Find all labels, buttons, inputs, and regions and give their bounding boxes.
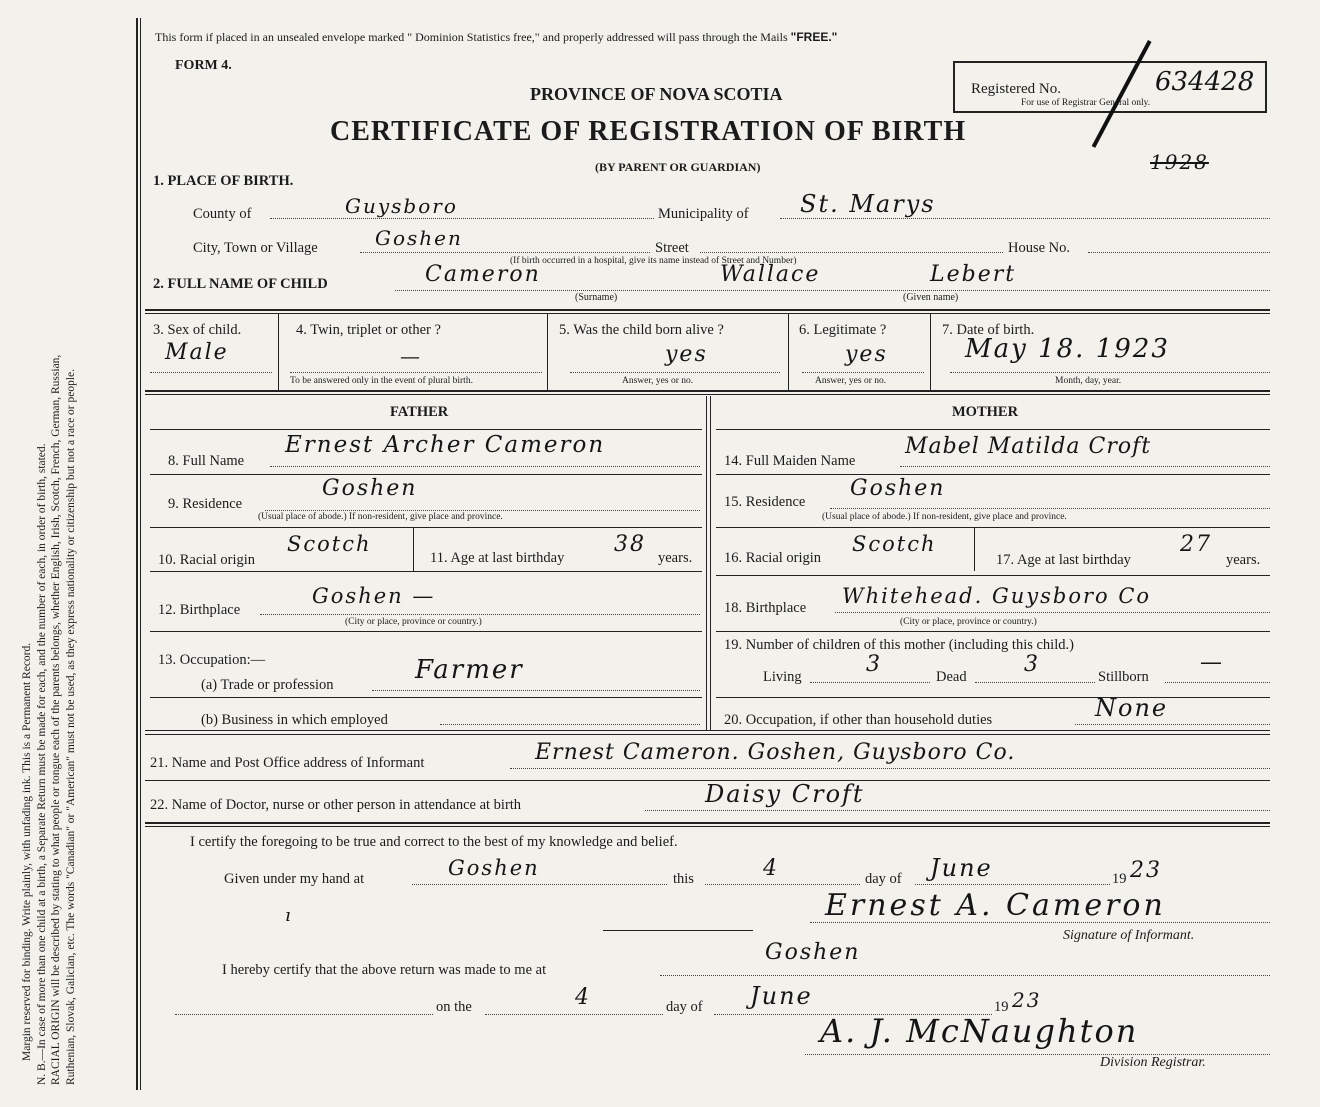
father-trade-value: Farmer (415, 655, 524, 685)
registrar-place: Goshen (765, 940, 861, 965)
margin-instructions (20, 25, 130, 1085)
father-age-label: 11. Age at last birthday (430, 550, 565, 566)
father-name-label: 8. Full Name (168, 453, 245, 469)
given-caption: (Given name) (903, 292, 959, 303)
stray-mark: ı (285, 905, 293, 926)
county-label: County of (193, 206, 252, 222)
given-day: 4 (763, 856, 779, 881)
doctor-value: Daisy Croft (705, 780, 865, 808)
father-heading: FATHER (390, 404, 449, 420)
certificate-subtitle: (BY PARENT OR GUARDIAN) (595, 160, 761, 174)
informant-signature: Ernest A. Cameron (825, 888, 1166, 923)
mother-heading: MOTHER (952, 404, 1019, 420)
child-name-label: 2. FULL NAME OF CHILD (153, 276, 328, 292)
registered-note: For use of Registrar General only. (1021, 98, 1151, 108)
certify-statement: I certify the foregoing to be true and correct to the best of my knowledge and belief. (190, 834, 678, 850)
father-years: years. (658, 550, 693, 566)
mother-residence-value: Goshen (850, 476, 946, 501)
certificate-title: CERTIFICATE OF REGISTRATION OF BIRTH (330, 116, 967, 147)
street-label: Street (655, 240, 689, 256)
twin-note: To be answered only in the event of plural birth. (290, 376, 473, 386)
living-label: Living (763, 669, 802, 685)
margin-line-3: RACIAL ORIGIN will be described by stating to what people or tongue each of the parents belongs, whether English, Irish, Scotch, French, German, Russian, (50, 354, 62, 1085)
on-the-label: on the (436, 999, 472, 1015)
surname-caption: (Surname) (575, 292, 618, 303)
father-birthplace-note: (City or place, province or country.) (345, 617, 482, 627)
city-value: Goshen (375, 226, 463, 250)
twin-value: — (400, 344, 422, 368)
side-mark: 1928 (1150, 150, 1209, 174)
place-of-birth-label: 1. PLACE OF BIRTH. (153, 173, 294, 189)
mother-name-label: 14. Full Maiden Name (724, 453, 856, 469)
margin-line-2: N. B.—In case of more than one child at a birth, a Separate Return must be made for each, and the number of each, in order of birth, stated. (35, 443, 48, 1085)
form-number: FORM 4. (175, 58, 232, 73)
father-birthplace-value: Goshen — (312, 584, 436, 608)
house-label: House No. (1008, 240, 1071, 256)
sex-label: 3. Sex of child. (153, 322, 242, 338)
mother-name-value: Mabel Matilda Croft (905, 434, 1152, 459)
mother-occupation-label: 20. Occupation, if other than household duties (724, 712, 993, 728)
father-residence-note: (Usual place of abode.) If non-resident, give place and province. (258, 512, 503, 522)
province-heading: PROVINCE OF NOVA SCOTIA (530, 84, 783, 104)
given-place: Goshen (448, 856, 540, 880)
twin-label: 4. Twin, triplet or other ? (296, 322, 441, 338)
father-birthplace-label: 12. Birthplace (158, 602, 241, 618)
municipality-value: St. Marys (800, 190, 936, 218)
registrar-month: June (750, 982, 813, 1010)
county-value: Guysboro (345, 194, 458, 218)
legitimate-note: Answer, yes or no. (815, 376, 887, 386)
mother-birthplace-note: (City or place, province or country.) (900, 617, 1037, 627)
registered-number: 634428 (1155, 67, 1255, 97)
dob-note: Month, day, year. (1055, 376, 1122, 386)
legitimate-value: yes (845, 342, 888, 367)
mother-racial-label: 16. Racial origin (724, 550, 822, 566)
mother-residence-label: 15. Residence (724, 494, 806, 510)
dead-label: Dead (936, 669, 967, 685)
mother-residence-note: (Usual place of abode.) If non-resident, give place and province. (822, 512, 1067, 522)
mail-notice: This form if placed in an unsealed envelope marked " Dominion Statistics free," and properly addressed will pass through the Mails "FREE." (155, 30, 838, 44)
registrar-signature: A. J. McNaughton (820, 1012, 1139, 1050)
registrar-day-of: day of (666, 999, 703, 1015)
dob-label: 7. Date of birth. (942, 322, 1035, 338)
dob-value: May 18. 1923 (965, 334, 1170, 364)
informant-label: 21. Name and Post Office address of Informant (150, 755, 425, 771)
given-month: June (930, 854, 993, 882)
mother-years: years. (1226, 552, 1261, 568)
informant-caption: Signature of Informant. (1063, 928, 1195, 943)
father-racial-label: 10. Racial origin (158, 552, 256, 568)
doctor-label: 22. Name of Doctor, nurse or other person in attendance at birth (150, 797, 522, 813)
father-residence-label: 9. Residence (168, 496, 243, 512)
given-label: Given under my hand at (224, 871, 365, 887)
father-trade-label: (a) Trade or profession (201, 677, 334, 693)
registrar-statement: I hereby certify that the above return was made to me at (222, 962, 547, 978)
alive-value: yes (665, 342, 708, 367)
alive-note: Answer, yes or no. (622, 376, 694, 386)
mother-age-label: 17. Age at last birthday (996, 552, 1131, 568)
hospital-note: (If birth occurred in a hospital, give its name instead of Street and Number) (510, 256, 797, 266)
child-surname: Cameron (425, 262, 541, 287)
registrar-year: 23 (1012, 988, 1042, 1012)
mother-birthplace-value: Whitehead. Guysboro Co (842, 584, 1152, 608)
father-business-label: (b) Business in which employed (201, 712, 388, 728)
given-year: 23 (1130, 858, 1162, 883)
sex-value: Male (165, 340, 229, 365)
living-value: 3 (866, 652, 882, 677)
father-name-value: Ernest Archer Cameron (285, 432, 606, 458)
father-racial-value: Scotch (287, 532, 372, 556)
dead-value: 3 (1024, 652, 1040, 677)
margin-line-4: Ruthenian, Slovak, Galician, etc. The words "Canadian" or "American" must not be used, as they express nationality or citizenship but not a race or people. (64, 368, 77, 1085)
margin-rule-inner (140, 18, 141, 1090)
registrar-year-prefix: 19 (994, 999, 1009, 1015)
informant-value: Ernest Cameron. Goshen, Guysboro Co. (535, 740, 1016, 765)
father-age-value: 38 (614, 532, 646, 557)
this-label: this (673, 871, 694, 887)
registered-box (953, 61, 1267, 113)
day-of-label: day of (865, 871, 902, 887)
margin-rule (136, 18, 138, 1090)
mother-birthplace-label: 18. Birthplace (724, 600, 807, 616)
stillborn-label: Stillborn (1098, 669, 1149, 685)
registered-label: Registered No. (971, 81, 1061, 97)
city-label: City, Town or Village (193, 240, 318, 256)
municipality-label: Municipality of (658, 206, 749, 222)
child-given-1: Wallace (720, 262, 821, 287)
stillborn-value: — (1200, 650, 1224, 675)
mother-children-label: 19. Number of children of this mother (including this child.) (724, 637, 1074, 653)
margin-line-1: Margin reserved for binding. Write plainly, with unfading ink. This is a Permanent Record. (21, 642, 33, 1061)
year-prefix: 19 (1112, 871, 1127, 887)
legitimate-label: 6. Legitimate ? (799, 322, 887, 338)
mother-racial-value: Scotch (852, 532, 937, 556)
father-occupation-label: 13. Occupation:— (158, 652, 266, 668)
registrar-caption: Division Registrar. (1100, 1055, 1206, 1070)
registrar-day: 4 (575, 985, 591, 1010)
father-residence-value: Goshen (322, 476, 418, 501)
child-given-2: Lebert (930, 262, 1017, 287)
mother-occupation-value: None (1095, 694, 1169, 722)
alive-label: 5. Was the child born alive ? (559, 322, 724, 338)
mother-age-value: 27 (1180, 532, 1212, 557)
